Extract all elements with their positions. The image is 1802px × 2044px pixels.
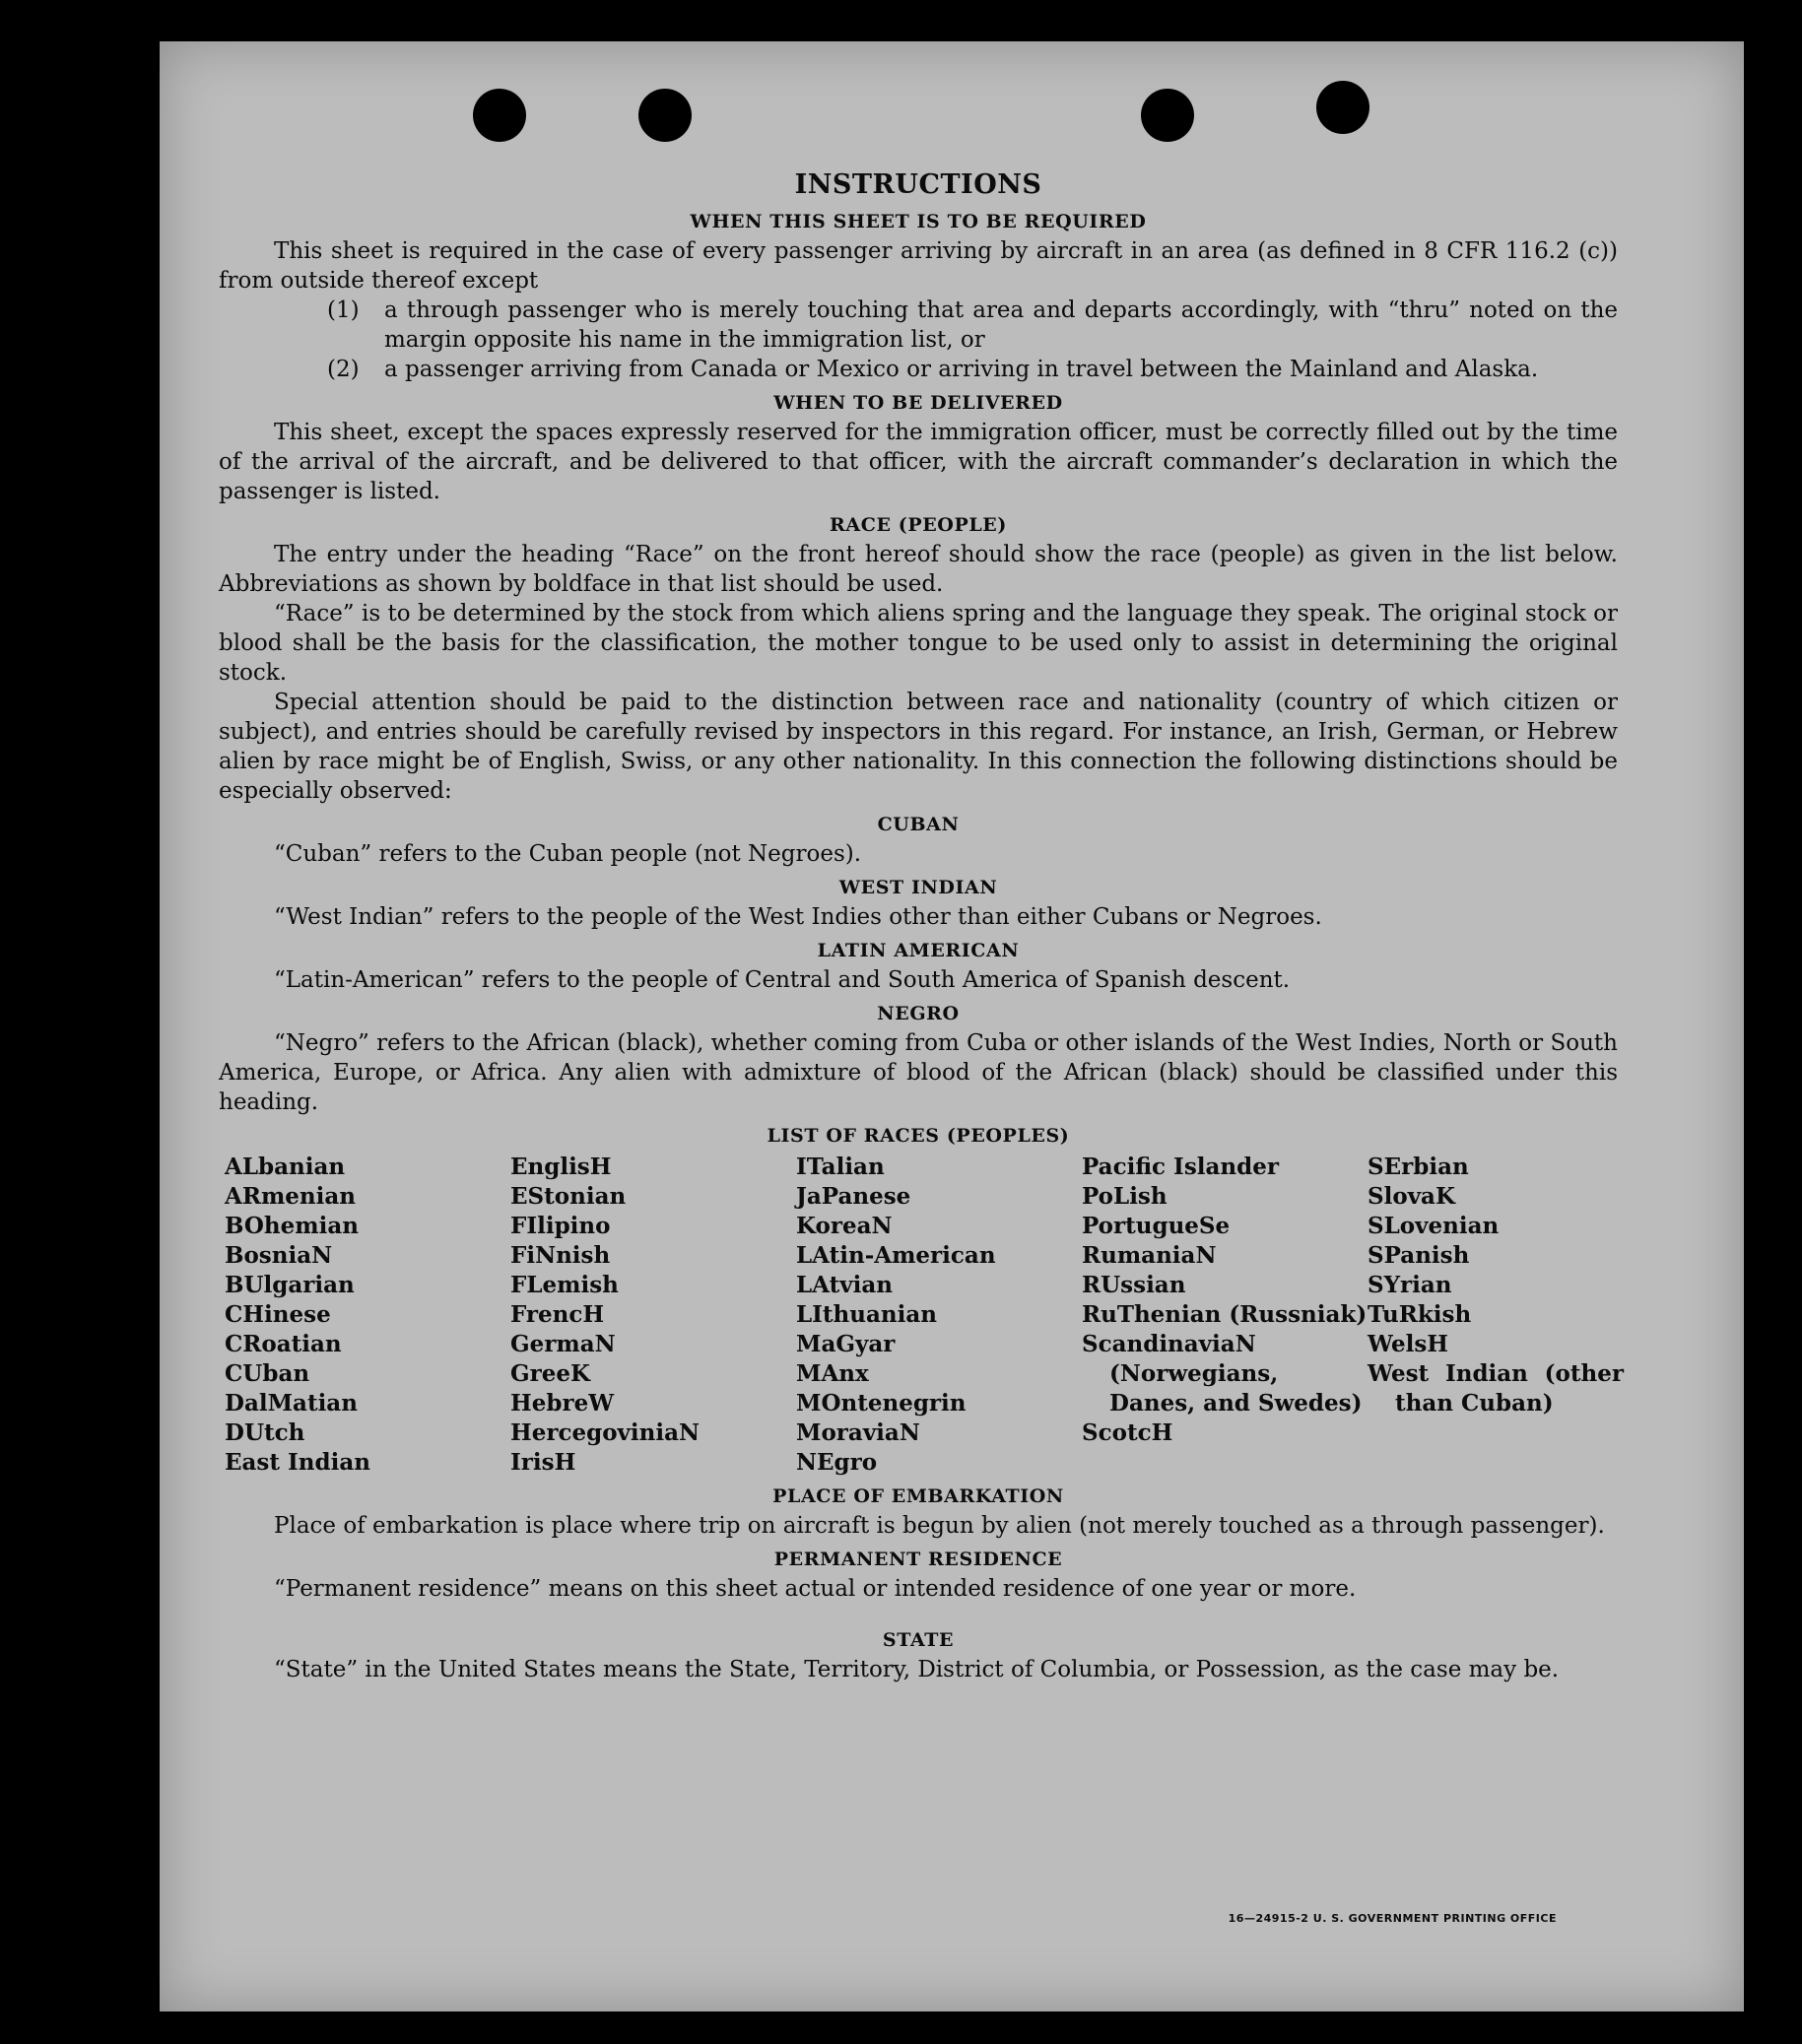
section-heading-state: STATE	[882, 1629, 955, 1651]
race-entry: EnglisH	[510, 1154, 612, 1180]
race-entry: ScotcH	[1082, 1419, 1173, 1446]
latin-american-text: “Latin-American” refers to the people of Central and South America of Spanish descent.	[274, 967, 1291, 993]
race-entry: GermaN	[510, 1331, 616, 1357]
race-entry: ScandinaviaN (Norwegians, Danes, and Swedes)	[1082, 1331, 1363, 1417]
exception-list	[327, 296, 1618, 384]
race-entry: RUssian	[1082, 1272, 1186, 1298]
instructions-body	[219, 167, 1624, 1684]
race-entry: SYrian	[1368, 1272, 1452, 1298]
race-entry: DalMatian	[225, 1390, 358, 1417]
race-entry: HebreW	[510, 1390, 615, 1417]
race-paragraph: Special attention should be paid to the distinction between race and nationality (country of which citizen or subject), and entries should be carefully revised by inspectors in this regard. For instance, an Irish, German, or Hebrew alien by race might be of English, Swiss, or any other nationality. In this connection the following distinctions should be especially observed:	[219, 690, 1618, 804]
race-entry: FLemish	[510, 1272, 619, 1298]
section-heading-race: RACE (PEOPLE)	[830, 514, 1007, 536]
punch-hole	[638, 89, 692, 142]
race-entry: ARmenian	[225, 1183, 357, 1210]
race-entry: WelsH	[1368, 1331, 1449, 1357]
race-paragraph: “Race” is to be determined by the stock from which aliens spring and the language they speak. The original stock or blood shall be the basis for the classification, the mother tongue to be used only to assist in determining the original stock.	[219, 601, 1618, 686]
race-entry: MOntenegrin	[796, 1390, 967, 1417]
document-sheet	[160, 41, 1744, 2011]
residence-text: “Permanent residence” means on this sheet actual or intended residence of one year or more.	[274, 1576, 1357, 1602]
races-list	[225, 1153, 1624, 1478]
embarkation-text: Place of embarkation is place where trip on aircraft is begun by alien (not merely touched as a through passenger).	[274, 1513, 1605, 1539]
section-heading-embarkation: PLACE OF EMBARKATION	[772, 1485, 1064, 1507]
race-entry: LIthuanian	[796, 1301, 937, 1328]
races-column	[1082, 1153, 1368, 1478]
race-entry: FrencH	[510, 1301, 605, 1328]
races-column	[1368, 1153, 1624, 1478]
list-item: (1) a through passenger who is merely touching that area and departs accordingly, with “thru” noted on the margin opposite his name in the immigration list, or	[327, 297, 1618, 353]
race-entry: LAtvian	[796, 1272, 893, 1298]
section-heading-when-delivered: WHEN TO BE DELIVERED	[773, 392, 1063, 414]
race-entry: DUtch	[225, 1419, 305, 1446]
race-entry: PoLish	[1082, 1183, 1168, 1210]
race-entry: PortugueSe	[1082, 1213, 1231, 1239]
race-entry: EStonian	[510, 1183, 627, 1210]
race-entry: SlovaK	[1368, 1183, 1455, 1210]
section-heading-west-indian: WEST INDIAN	[838, 877, 998, 898]
race-entry: ALbanian	[225, 1154, 346, 1180]
race-entry: IrisH	[510, 1449, 576, 1476]
page-title: INSTRUCTIONS	[794, 169, 1042, 200]
race-entry: MaGyar	[796, 1331, 896, 1357]
race-entry: FiNnish	[510, 1242, 611, 1269]
section-heading-cuban: CUBAN	[877, 814, 960, 835]
race-entry: SLovenian	[1368, 1213, 1500, 1239]
race-entry: MoraviaN	[796, 1419, 920, 1446]
punch-hole	[473, 89, 526, 142]
race-entry: CUban	[225, 1360, 310, 1387]
race-entry: SErbian	[1368, 1154, 1469, 1180]
section-heading-when-required: WHEN THIS SHEET IS TO BE REQUIRED	[690, 211, 1147, 232]
section-heading-negro: NEGRO	[877, 1003, 960, 1024]
negro-text: “Negro” refers to the African (black), whether coming from Cuba or other islands of the West Indies, North or South America, Europe, or Africa. Any alien with admixture of blood of the African (black) should be classified under this heading.	[219, 1030, 1618, 1115]
race-entry: KoreaN	[796, 1213, 893, 1239]
section-heading-residence: PERMANENT RESIDENCE	[773, 1549, 1063, 1570]
races-column	[225, 1153, 510, 1478]
cuban-text: “Cuban” refers to the Cuban people (not Negroes).	[274, 841, 862, 867]
punch-hole	[1316, 81, 1369, 134]
punch-hole	[1141, 89, 1194, 142]
race-entry: BUlgarian	[225, 1272, 355, 1298]
race-entry: West Indian (other than Cuban)	[1368, 1360, 1624, 1417]
race-entry: East Indian	[225, 1449, 370, 1476]
races-column	[510, 1153, 796, 1478]
race-entry: JaPanese	[796, 1183, 911, 1210]
race-entry: TuRkish	[1368, 1301, 1472, 1328]
race-entry: MAnx	[796, 1360, 869, 1387]
printer-imprint: 16—24915-2 U. S. GOVERNMENT PRINTING OFFICE	[1228, 1912, 1557, 1925]
section-heading-list-of-races: LIST OF RACES (PEOPLES)	[767, 1125, 1070, 1147]
race-paragraph: The entry under the heading “Race” on the front hereof should show the race (people) as given in the list below. Abbreviations as shown by boldface in that list should be used.	[219, 542, 1618, 597]
race-entry: RumaniaN	[1082, 1242, 1217, 1269]
race-entry: HercegoviniaN	[510, 1419, 701, 1446]
race-entry: CHinese	[225, 1301, 331, 1328]
race-entry: CRoatian	[225, 1331, 342, 1357]
when-delivered-text: This sheet, except the spaces expressly reserved for the immigration officer, must be correctly filled out by the time of the arrival of the aircraft, and be delivered to that officer, with the aircraft commander’s declaration in which the passenger is listed.	[219, 420, 1618, 504]
state-text: “State” in the United States means the State, Territory, District of Columbia, or Possession, as the case may be.	[274, 1657, 1560, 1682]
race-entry: NEgro	[796, 1449, 878, 1476]
when-required-intro: This sheet is required in the case of every passenger arriving by aircraft in an area (as defined in 8 CFR 116.2 (c)) from outside thereof except	[219, 238, 1618, 294]
west-indian-text: “West Indian” refers to the people of the West Indies other than either Cubans or Negroes.	[274, 904, 1322, 930]
list-item: (2) a passenger arriving from Canada or Mexico or arriving in travel between the Mainland and Alaska.	[327, 357, 1539, 382]
race-entry: LAtin-American	[796, 1242, 996, 1269]
race-entry: FIlipino	[510, 1213, 611, 1239]
race-entry: BOhemian	[225, 1213, 359, 1239]
race-entry: ITalian	[796, 1154, 885, 1180]
race-entry: RuThenian (Russniak)	[1082, 1301, 1368, 1328]
race-entry: BosniaN	[225, 1242, 333, 1269]
races-column	[796, 1153, 1082, 1478]
race-entry: Pacific Islander	[1082, 1154, 1279, 1180]
race-entry: GreeK	[510, 1360, 591, 1387]
race-entry: SPanish	[1368, 1242, 1470, 1269]
section-heading-latin-american: LATIN AMERICAN	[817, 940, 1020, 961]
